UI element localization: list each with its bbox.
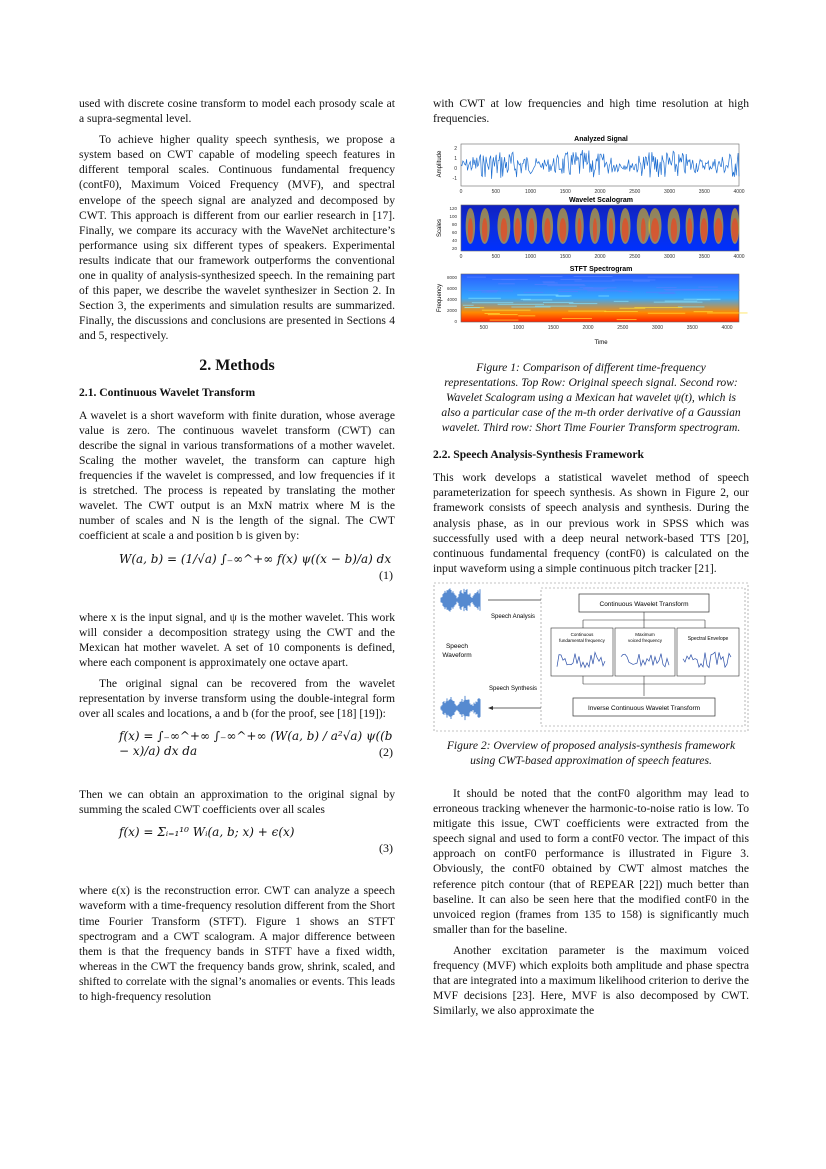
tick-label: 80 xyxy=(451,222,457,228)
tick-label: 3000 xyxy=(663,189,676,196)
spectrogram-streak xyxy=(663,289,703,290)
paragraph: To achieve higher quality speech synthesis, we propose a system based on CWT capable of modeling speech features in different temporal scales. Continuous fundamental frequency (contF0), Maximum Voiced Frequency (MVF), and spectral envelope of the speech signal are analyzed and decomposed by CWT. This approach is different from our earlier research in [17]. Finally, we compare its accuracy with the WaveNet architecture’s performance using six different types of speakers. Experimental results indicate that our framework outperforms the conventional one in quality of analysis-synthesized speech. In the remaining part of this paper, we describe the wavelet synthesizer in Section 2. In Section 3, the experiments and simulation results are summarized. Finally, the discussions and conclusions are presented in Sections 4 and 5, respectively. xyxy=(79,133,395,343)
x-ticks xyxy=(480,325,733,331)
spectrogram-streak xyxy=(547,285,585,286)
waveform-label: Waveform xyxy=(442,651,472,659)
waveform-label: Speech xyxy=(445,642,469,650)
spectrogram-streak xyxy=(654,302,703,303)
tick-label: 3500 xyxy=(686,325,698,332)
scalogram-blob xyxy=(609,218,613,242)
tick-label: 500 xyxy=(479,325,488,332)
y-ticks xyxy=(449,206,457,251)
y-ticks xyxy=(453,146,458,182)
paragraph: A wavelet is a short waveform with finite duration, whose average value is zero. The continuous wavelet transform (CWT) can describe the signal in various transformations of a mother wavelet. Scaling the mother wavelet, the transform can capture high frequencies if the wavelet is compressed, and low frequencies if it is stretched. The process is repeated by translating the mother wavelet. The CWT output is an MxN matrix where M is the number of scales and N is the length of the signal. The CWT coefficient at scale a and position b is given by: xyxy=(79,408,395,543)
arrow-label: Speech Analysis xyxy=(491,613,536,620)
tick-label: 120 xyxy=(449,206,457,212)
tick-label: 4000 xyxy=(446,297,457,303)
spectrogram-streak xyxy=(535,284,585,285)
box-label: Continuous Wavelet Transform xyxy=(599,600,689,608)
spectrogram-streak xyxy=(468,298,501,299)
y-ticks xyxy=(447,275,458,324)
equation-expression: f(x) = ∫₋∞^+∞ ∫₋∞^+∞ (W(a, b) / a²√a) ψ((b − x)/a) dx da xyxy=(119,729,393,759)
tick-label: 500 xyxy=(491,189,500,196)
spectrogram-streak xyxy=(619,291,633,292)
spectrogram-streak xyxy=(617,319,637,320)
tick-label: 3000 xyxy=(663,254,676,261)
scalogram-blob xyxy=(501,218,507,242)
tick-label: 0 xyxy=(459,189,463,196)
tick-label: -1 xyxy=(452,176,457,183)
spectrogram-streak xyxy=(659,293,676,294)
spectrogram-streak xyxy=(684,299,721,300)
paragraph: This work develops a statistical wavelet method of speech parameterization for speech synthesis. As shown in Figure 2, our framework consists of speech analysis and synthesis. During the analysis phase, as in our previous work in SPSS which was successfully used with a deep neural network-based TTS [20], continuous fundamental frequency (contF0) is calculated on the input waveform using a simple continuous pitch tracker [21]. xyxy=(433,471,749,575)
tick-label: 2 xyxy=(454,146,457,153)
scalogram-blob xyxy=(482,218,487,242)
tick-label: 2000 xyxy=(582,325,594,332)
spectrogram-streak xyxy=(492,279,527,280)
spectrogram-streak xyxy=(558,289,604,290)
paragraph: with CWT at low frequencies and high time resolution at high frequencies. xyxy=(433,97,749,126)
spectrogram-streak xyxy=(569,303,597,304)
x-ticks xyxy=(460,189,745,195)
spectrogram-streak xyxy=(488,314,518,315)
spectrogram-streak xyxy=(614,301,629,302)
box-label: Maximum xyxy=(635,631,655,637)
spectrogram-streak xyxy=(482,310,531,311)
tick-label: 4000 xyxy=(721,325,733,332)
tick-label: 3000 xyxy=(651,325,664,332)
arrow-label: Speech Synthesis xyxy=(489,685,538,692)
scalogram-blob xyxy=(560,218,567,242)
spectrogram-streak xyxy=(558,291,578,292)
scalogram-blob xyxy=(529,218,534,242)
tick-label: 2000 xyxy=(594,254,606,261)
spectrogram-streak xyxy=(518,315,535,316)
spectrogram-streak xyxy=(560,279,581,280)
tick-label: 1500 xyxy=(559,254,571,261)
spectrogram-streak xyxy=(540,276,563,277)
panel-title: Wavelet Scalogram xyxy=(569,197,633,205)
equation-1 xyxy=(79,550,395,602)
spectrogram-streak xyxy=(648,277,693,278)
paragraph: It should be noted that the contF0 algorithm may lead to erroneous tracking whenever the harmonic-to-noise ratio is low. To mitigate this issue, CWT coefficients were extracted from the speech signal and used to form a contF0 vector. The impact of this approach on contF0 performance is illustrated in Figure 3. Obviously, the contF0 obtained by CWT almost matches the reference pitch contour (that of REPEAR [22]) much better than baseline. It can also be seen here that the modified contF0 in the unvoiced region (frames from 135 to 158) is significantly much smaller than for the baseline. xyxy=(433,786,749,936)
scalogram-blob xyxy=(671,218,677,242)
box-label: Spectral Envelope xyxy=(687,635,729,642)
paragraph: where ϵ(x) is the reconstruction error. CWT can analyze a speech waveform with a time-frequency resolution different from the Short time Fourier Transform (STFT). Figure 1 shows an STFT spectrogram and a CWT scalogram. A major difference between them is that the frequency bands in STFT have a fixed width, whereas in the CWT the frequency bands grow, shrink, scaled, and shifted to correlate with the signal’s anomalies or events. This leads to high-frequency resolution xyxy=(79,884,395,1004)
spectrogram-streak xyxy=(524,292,544,293)
tick-label: 100 xyxy=(449,214,457,220)
panel-frame xyxy=(461,144,739,186)
spectrogram-streak xyxy=(535,306,577,307)
axis-label: Time xyxy=(594,340,608,347)
spectrogram-streak xyxy=(694,311,713,312)
spectrogram-streak xyxy=(465,307,480,308)
section-title: 2. Methods xyxy=(199,356,275,374)
tick-label: 500 xyxy=(491,254,500,261)
scalogram-blob xyxy=(515,218,521,242)
tick-label: 0 xyxy=(454,166,457,173)
spectrogram-streak xyxy=(612,280,656,281)
spectrogram-streak xyxy=(543,283,558,284)
spectrogram-streak xyxy=(580,287,594,288)
spectrogram-streak xyxy=(633,281,650,282)
spectrogram-streak xyxy=(463,305,474,306)
spectrogram-streak xyxy=(467,277,486,278)
figure-caption: Figure 2: Overview of proposed analysis-synthesis framework using CWT-based approximation of speech features. xyxy=(446,738,736,767)
spectrogram-streak xyxy=(543,302,573,303)
tick-label: 1000 xyxy=(524,254,537,261)
tick-label: 60 xyxy=(451,230,457,236)
spectrogram-streak xyxy=(562,318,592,319)
spectrogram-streak xyxy=(634,307,682,308)
tick-label: 2000 xyxy=(594,189,606,196)
paragraph: used with discrete cosine transform to model each prosody scale at a supra-segmental level. xyxy=(79,97,395,126)
box-label: Continuous xyxy=(570,631,594,637)
figure-2 xyxy=(433,582,749,732)
scalogram-blob xyxy=(732,218,739,242)
tick-label: 4000 xyxy=(733,254,745,261)
spectrogram-streak xyxy=(604,311,638,312)
tick-label: 2500 xyxy=(629,189,641,196)
panel-title: STFT Spectrogram xyxy=(569,266,633,274)
equation-number: (1) xyxy=(379,567,393,582)
equation-3 xyxy=(79,823,395,875)
left-column xyxy=(79,96,395,1010)
right-column xyxy=(433,96,749,1024)
scalogram-blob xyxy=(577,218,581,242)
axis-label: Scales xyxy=(437,219,443,238)
scalogram-blob xyxy=(622,218,629,242)
scalogram-blob xyxy=(701,218,708,242)
paragraph: where x is the input signal, and ψ is the mother wavelet. This work will consider a decomposition strategy using the CWT and the Mexican hat mother wavelet. A set of 10 components is defined, where each component is approximately one octave apart. xyxy=(79,610,395,669)
spectrogram-streak xyxy=(648,313,685,314)
scalogram-blob xyxy=(544,218,550,242)
box-label: fundamental frequency xyxy=(559,637,605,643)
paragraph: Another excitation parameter is the maximum voiced frequency (MVF) which exploits both amplitude and phase spectra that are integrated into a maximum likelihood criterion to derive the MVF decisions [23]. Here, MVF is also decomposed by CWT. Similarly, we also approximate the xyxy=(433,943,749,1018)
figure-caption: Figure 1: Comparison of different time-frequency representations. Top Row: Original speech signal. Second row: Wavelet Scalogram using a Mexican hat wavelet ψ(t), which is also a particular case of the m-th order derivative of a Gaussian wavelet. Third row: Short Time Fourier Transform spectrogram. xyxy=(441,361,741,435)
subsection-title: 2.1. Continuous Wavelet Transform xyxy=(79,385,256,399)
scalogram-blob xyxy=(687,218,692,242)
tick-label: 20 xyxy=(451,246,457,252)
equation-expression: f(x) = Σᵢ₌₁¹⁰ Wᵢ(a, b; x) + ϵ(x) xyxy=(119,825,295,840)
spectrogram-streak xyxy=(665,301,697,302)
spectrogram-streak xyxy=(707,313,747,314)
scalogram-blob xyxy=(593,218,597,242)
spectrogram-streak xyxy=(542,282,554,283)
equation-expression: W(a, b) = (1/√a) ∫₋∞^+∞ f(x) ψ((x − b)/a) dx xyxy=(119,551,392,566)
spectrogram-streak xyxy=(568,311,606,312)
tick-label: 4000 xyxy=(733,189,745,196)
spectrogram-streak xyxy=(472,302,513,303)
spectrogram-streak xyxy=(498,284,515,285)
tick-label: 6000 xyxy=(446,286,457,292)
tick-label: 1000 xyxy=(512,325,525,332)
equation-2 xyxy=(79,727,395,779)
axis-label: Frequency xyxy=(437,284,443,313)
scalogram-blob xyxy=(715,218,723,242)
tick-label: 3500 xyxy=(698,254,710,261)
spectrogram-streak xyxy=(523,300,552,301)
scalogram-blob xyxy=(468,218,473,242)
tick-label: 0 xyxy=(454,319,457,325)
spectrogram-streak xyxy=(646,292,675,293)
paragraph: The original signal can be recovered from the wavelet representation by inverse transform using the double-integral form over all scales and locations, a and b (for the proof, see [18] [19]): xyxy=(79,676,395,721)
tick-label: 2500 xyxy=(629,254,641,261)
spectrogram-streak xyxy=(556,296,572,297)
panel-title: Analyzed Signal xyxy=(574,136,628,144)
spectrogram-streak xyxy=(484,313,499,314)
spectrogram-streak xyxy=(481,292,497,293)
spectrogram-streak xyxy=(468,290,498,291)
spectrogram-streak xyxy=(574,276,613,277)
spectrogram-streak xyxy=(598,296,609,297)
scalogram-blob xyxy=(641,218,646,242)
box-label: voiced frequency xyxy=(627,637,663,643)
box-label: Inverse Continuous Wavelet Transform xyxy=(587,704,701,712)
tick-label: 8000 xyxy=(446,275,457,281)
tick-label: 2500 xyxy=(617,325,629,332)
tick-label: 0 xyxy=(459,254,463,261)
tick-label: 1500 xyxy=(547,325,559,332)
tick-label: 1 xyxy=(454,156,457,163)
spectrogram-streak xyxy=(498,304,544,305)
axis-label: Amplitude xyxy=(437,150,443,178)
tick-label: 2000 xyxy=(446,308,457,314)
equation-number: (2) xyxy=(379,745,393,760)
tick-label: 3500 xyxy=(698,189,710,196)
paragraph: Then we can obtain an approximation to the original signal by summing the scaled CWT coefficients over all scales xyxy=(79,788,395,817)
spectrogram-streak xyxy=(517,295,558,296)
spectrogram-streak xyxy=(574,281,614,282)
spectrogram-streak xyxy=(587,291,627,292)
tick-label: 1500 xyxy=(559,189,571,196)
equation-number: (3) xyxy=(379,841,393,856)
tick-label: 40 xyxy=(451,238,457,244)
x-ticks xyxy=(460,254,745,260)
spectrogram-streak xyxy=(656,287,676,288)
figure-1 xyxy=(433,132,749,354)
subsection-title: 2.2. Speech Analysis-Synthesis Framework xyxy=(433,448,644,462)
spectrogram-streak xyxy=(490,320,519,321)
spectrogram-streak xyxy=(698,287,718,288)
scalogram-blob xyxy=(651,218,659,242)
spectrogram-streak xyxy=(583,288,607,289)
tick-label: 1000 xyxy=(524,189,537,196)
